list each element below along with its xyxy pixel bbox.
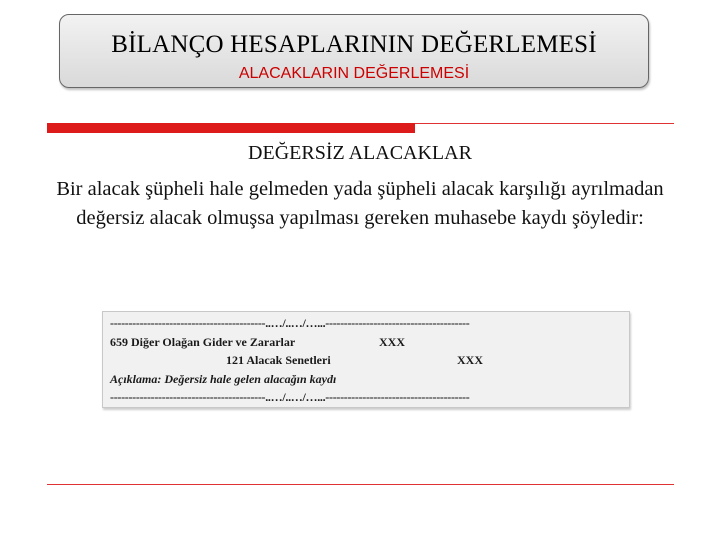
credit-amount: XXX <box>457 353 483 367</box>
debit-account-label: 659 Diğer Olağan Gider ve Zararlar <box>110 335 296 349</box>
section-body-text: Bir alacak şüpheli hale gelmeden yada şüpheli alacak karşılığı ayrılmadan değersiz alacak olmuşsa yapılması gereken muhasebe kaydı şöyledir: <box>56 178 664 229</box>
section-heading: DEĞERSİZ ALACAKLAR <box>248 142 472 164</box>
page-subtitle: ALACAKLARIN DEĞERLEMESİ <box>238 65 470 82</box>
footer-rule <box>47 484 674 485</box>
entry-bottom-separator: ------------------------------------------..…/..…/…...--------------------------------------- <box>110 390 470 404</box>
accent-rule-thick <box>47 123 415 133</box>
entry-explanation: Açıklama: Değersiz hale gelen alacağın kaydı <box>110 372 337 386</box>
debit-amount: XXX <box>379 335 405 349</box>
entry-top-separator: ------------------------------------------..…/..…/…...--------------------------------------- <box>110 316 470 330</box>
title-box <box>59 14 649 88</box>
journal-entry-card <box>102 311 630 408</box>
page-title: BİLANÇO HESAPLARININ DEĞERLEMESİ <box>111 31 597 58</box>
credit-account-label: 121 Alacak Senetleri <box>226 353 331 367</box>
accent-rule-thin <box>415 123 674 124</box>
